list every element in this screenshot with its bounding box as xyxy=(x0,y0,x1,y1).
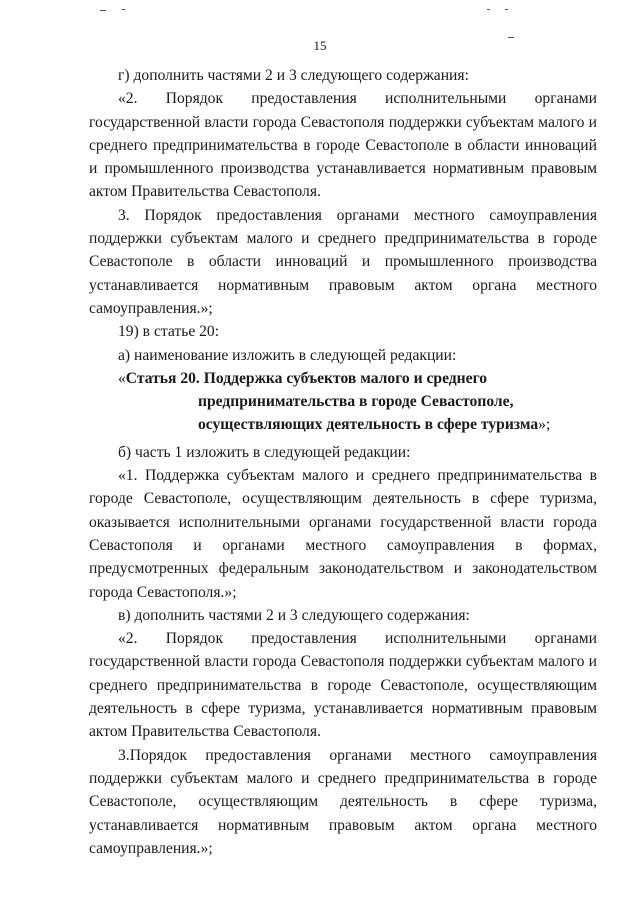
article-title-tail: »; xyxy=(538,416,551,434)
paragraph: г) дополнить частями 2 и 3 следующего содержания: xyxy=(118,67,469,84)
article-title-quote: « xyxy=(118,369,126,387)
document-body xyxy=(89,64,597,860)
paragraph: 3. Порядок предоставления органами местного самоуправления поддержки субъектам малого и среднего предпринимательства в городе Севастополе в области инноваций и промышленного производства устанавливается нормативным правовым актом органа местного самоуправления.»; xyxy=(89,206,597,317)
article-title-line: осуществляющих деятельность в сфере туризма xyxy=(198,416,539,434)
scan-artifact xyxy=(122,9,125,10)
article-title-line: Статья 20. Поддержка субъектов малого и среднего xyxy=(125,369,488,387)
scan-artifact xyxy=(100,10,106,11)
scan-artifact xyxy=(505,9,508,10)
paragraph: в) дополнить частями 2 и 3 следующего содержания: xyxy=(118,606,470,624)
paragraph: «1. Поддержка субъектам малого и среднего предпринимательства в городе Севастополе, осуществляющим деятельность в сфере туризма, оказывается исполнительными органами государственной власти города Севастополя и органами местного самоуправления в формах, предусмотренных федеральным законодательством и законодательством города Севастополя.»; xyxy=(89,467,597,601)
paragraph: «2. Порядок предоставления исполнительными органами государственной власти города Севастополя поддержки субъектам малого и среднего предпринимательства в городе Севастополе, осуществляющим деятельность в сфере туризма, устанавливается нормативным правовым актом Правительства Севастополя. xyxy=(89,630,597,741)
paragraph: «2. Порядок предоставления исполнительными органами государственной власти города Севастополя поддержки субъектам малого и среднего предпринимательства в городе Севастополе в области инноваций и промышленного производства устанавливается нормативным правовым актом Правительства Севастополя. xyxy=(89,90,597,201)
paragraph: 19) в статье 20: xyxy=(118,323,220,341)
article-title xyxy=(89,367,597,437)
paragraph: 3.Порядок предоставления органами местного самоуправления поддержки субъектам малого и среднего предпринимательства в городе Севастополе, осуществляющим деятельность в сфере туризма, устанавливается нормативным правовым актом органа местного самоуправления.»; xyxy=(89,746,597,857)
paragraph: б) часть 1 изложить в следующей редакции: xyxy=(118,443,411,461)
page-number: 15 xyxy=(313,38,327,53)
scan-artifact xyxy=(487,9,490,10)
paragraph: а) наименование изложить в следующей редакции: xyxy=(118,346,457,364)
article-title-line: предпринимательства в городе Севастополе, xyxy=(198,393,514,411)
